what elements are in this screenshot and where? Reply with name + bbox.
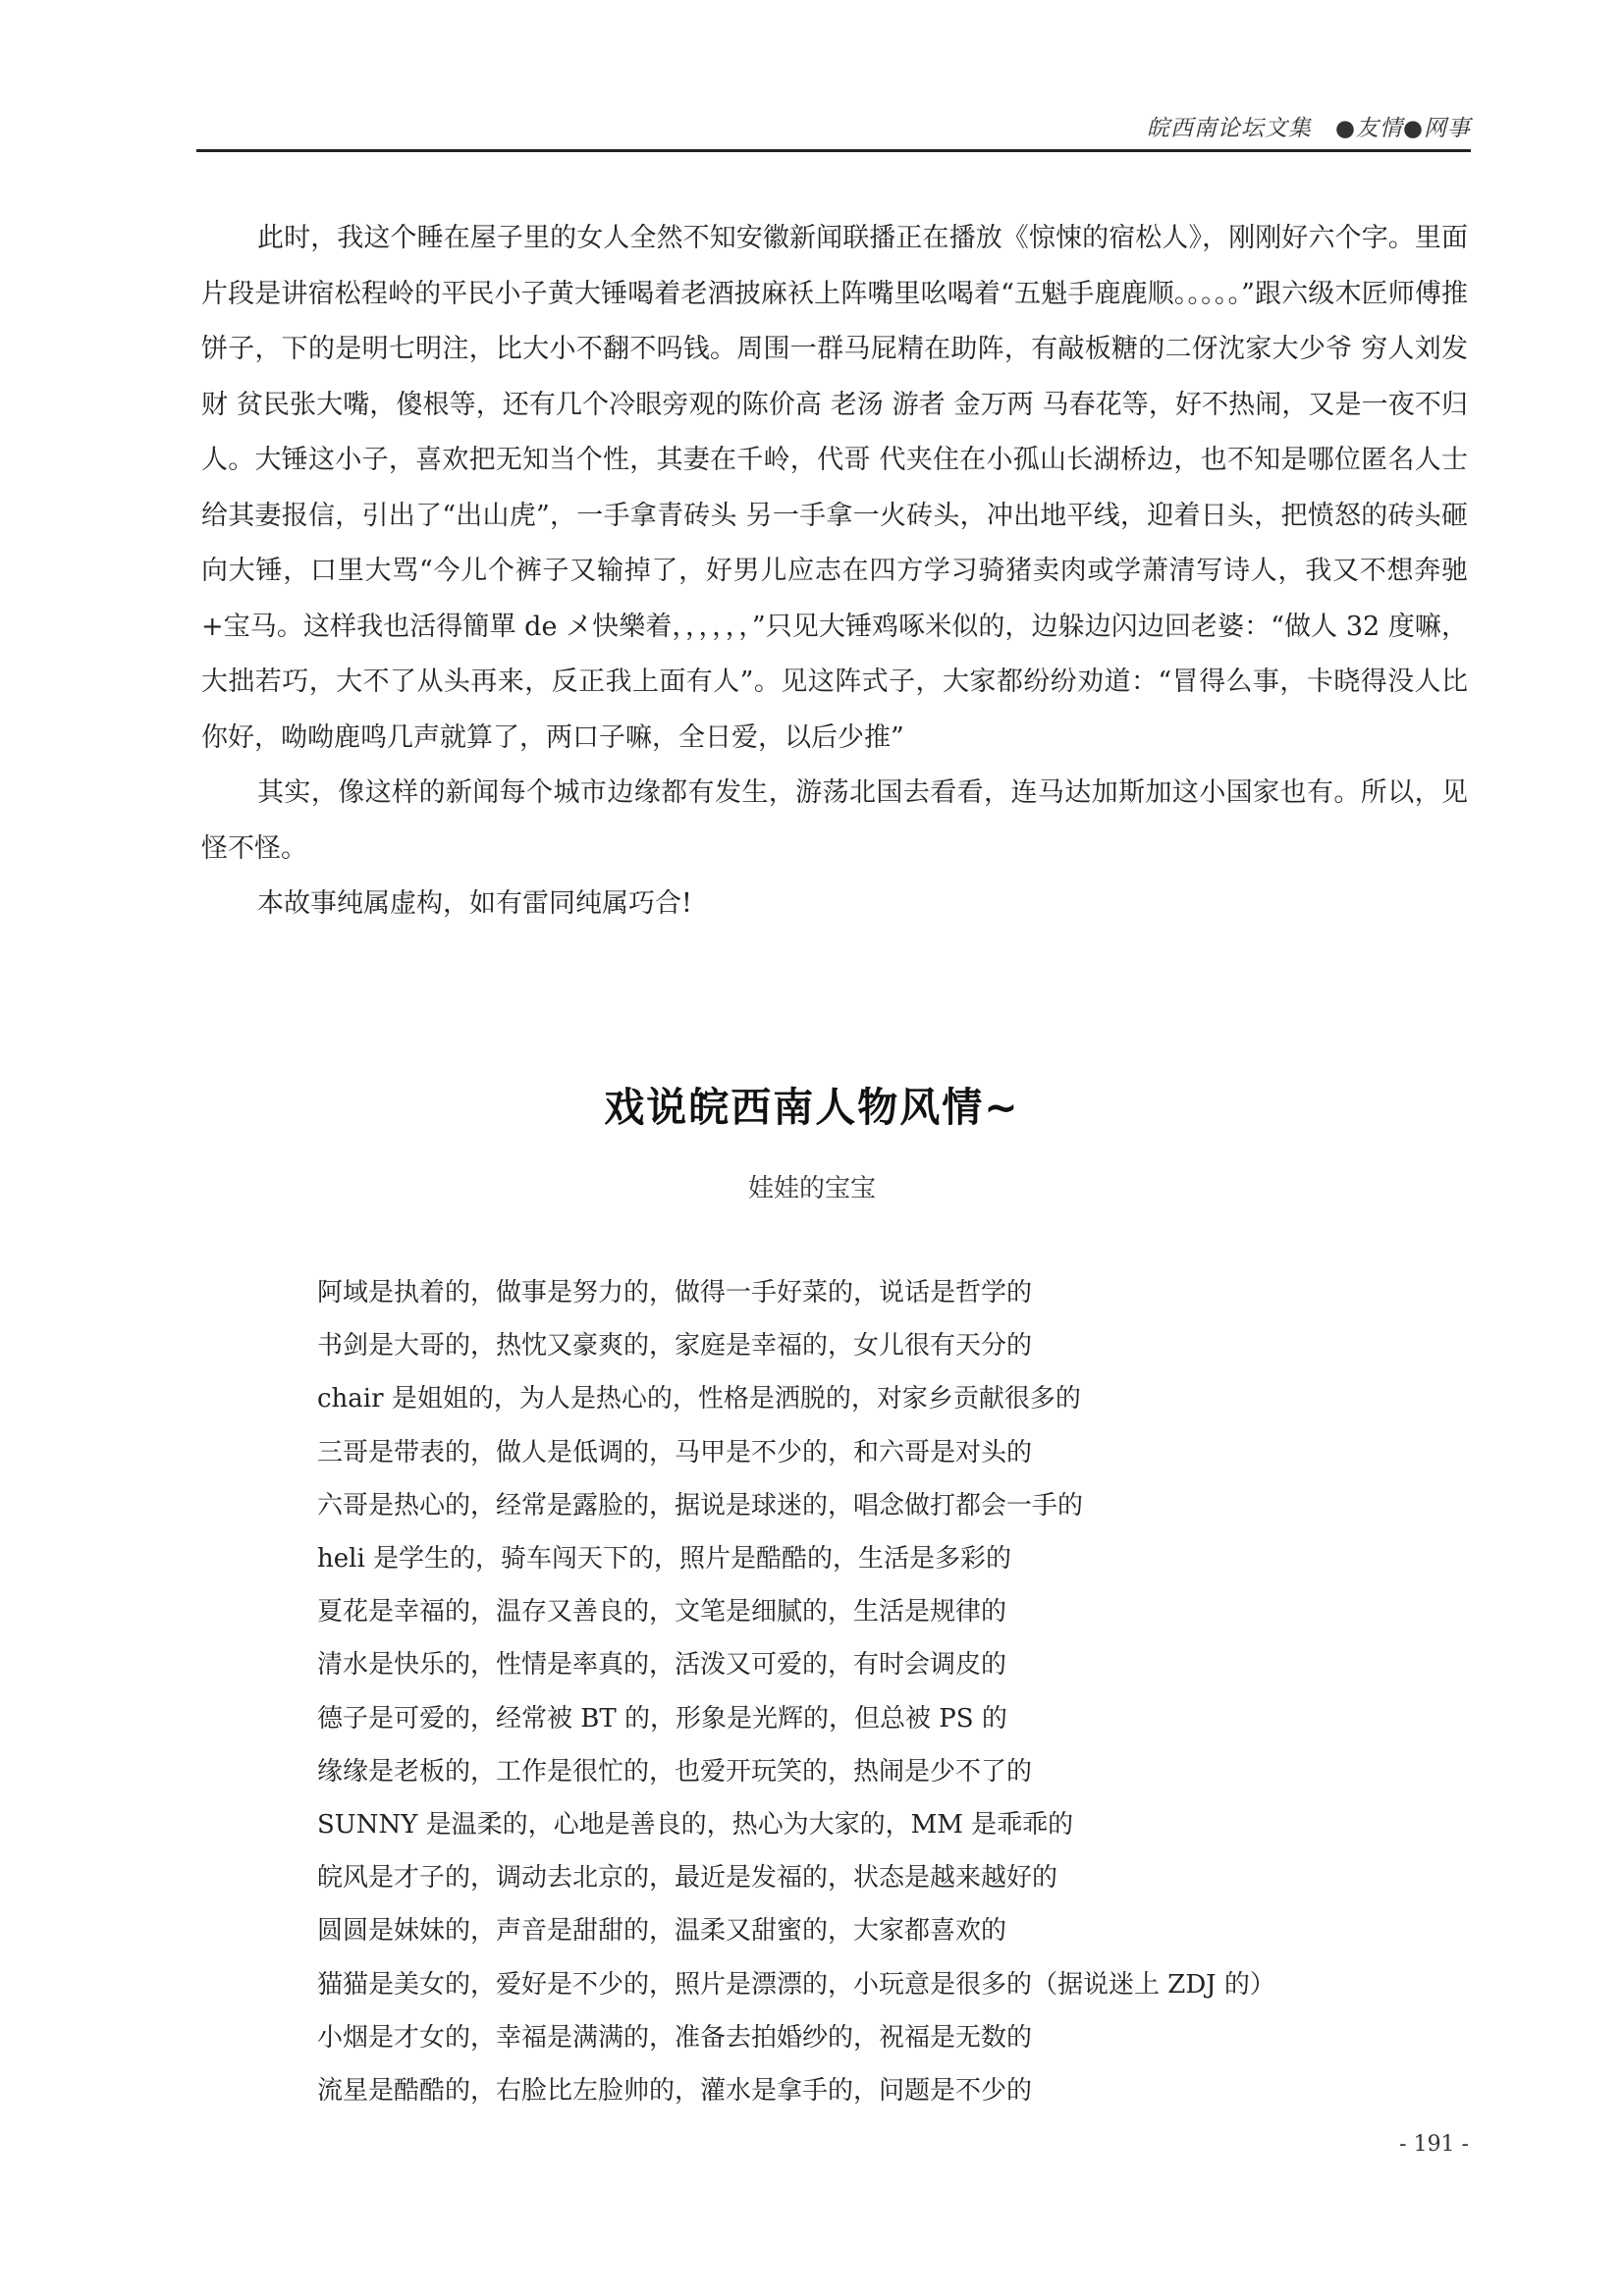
poem-lines bbox=[317, 1266, 1446, 2117]
page-number: - 191 - bbox=[1399, 2132, 1469, 2157]
poem-line: 夏花是幸福的，温存又善良的，文笔是细腻的，生活是规律的 bbox=[317, 1597, 1007, 1628]
poem-line: 圆圆是妹妹的，声音是甜甜的，温柔又甜蜜的，大家都喜欢的 bbox=[317, 1916, 1007, 1947]
story-paragraph: 其实，像这样的新闻每个城市边缘都有发生，游荡北国去看看，连马达加斯加这小国家也有。所以，见怪不怪。 bbox=[201, 777, 1468, 864]
article-author: 娃娃的宝宝 bbox=[747, 1174, 876, 1203]
story-paragraph: 本故事纯属虚构，如有雷同纯属巧合! bbox=[257, 888, 692, 919]
header-text: 皖西南论坛文集 ●友情●网事 bbox=[1146, 116, 1471, 141]
poem-line: 猫猫是美女的，爱好是不少的，照片是漂漂的，小玩意是很多的（据说迷上 ZDJ 的） bbox=[317, 1969, 1275, 2000]
poem-line: 清水是快乐的，性情是率真的，活泼又可爱的，有时会调皮的 bbox=[317, 1650, 1007, 1681]
poem-line: 皖风是才子的，调动去北京的，最近是发福的，状态是越来越好的 bbox=[317, 1863, 1058, 1894]
story-paragraph: 此时，我这个睡在屋子里的女人全然不知安徽新闻联播正在播放《惊悚的宿松人》，刚刚好六个字。里面片段是讲宿松程岭的平民小子黄大锤喝着老酒披麻袄上阵嘴里吆喝着“五魁手鹿鹿顺。。。。。”跟六级木匠师傅推饼子，下的是明七明注，比大小不翻不吗钱。周围一群马屁精在助阵，有敲板糖的二伢沈家大少爷 穷人刘发财 贫民张大嘴，傻根等，还有几个冷眼旁观的陈价高 老汤 游者 金万两 马春花等，好不热闹，又是一夜不归人。大锤这小子，喜欢把无知当个性，其妻在千岭，代哥 代夹住在小孤山长湖桥边，也不知是哪位匿名人士给其妻报信，引出了“出山虎”，一手拿青砖头 另一手拿一火砖头，冲出地平线，迎着日头，把愤怒的砖头砸向大锤，口里大骂“今儿个裤子又输掉了，好男儿应志在四方学习骑猪卖肉或学萧清写诗人，我又不想奔驰+宝马。这样我也活得簡單 de メ快樂着，，，，，，”只见大锤鸡啄米似的，边躲边闪边回老婆：“做人 32 度嘛，大拙若巧，大不了从头再来，反正我上面有人”。见这阵式子，大家都纷纷劝道：“冒得么事，卡晓得没人比你好，呦呦鹿鸣几声就算了，两口子嘛，全日爱，以后少推” bbox=[201, 223, 1468, 753]
article-title: 戏说皖西南人物风情~ bbox=[604, 1084, 1020, 1131]
poem-line: 缘缘是老板的，工作是很忙的，也爱开玩笑的，热闹是少不了的 bbox=[317, 1756, 1033, 1787]
poem-line: heli 是学生的，骑车闯天下的，照片是酷酷的，生活是多彩的 bbox=[317, 1544, 1012, 1575]
poem-line: 德子是可爱的，经常被 BT 的，形象是光辉的，但总被 PS 的 bbox=[317, 1703, 1007, 1734]
poem-line: 流星是酷酷的，右脸比左脸帅的，灌水是拿手的，问题是不少的 bbox=[317, 2076, 1033, 2107]
poem-line: 三哥是带表的，做人是低调的，马甲是不少的，和六哥是对头的 bbox=[317, 1437, 1033, 1468]
poem-line: 书剑是大哥的，热忱又豪爽的，家庭是幸福的，女儿很有天分的 bbox=[317, 1331, 1033, 1362]
poem-line: chair 是姐姐的，为人是热心的，性格是洒脱的，对家乡贡献很多的 bbox=[317, 1384, 1081, 1415]
running-header bbox=[196, 110, 1471, 149]
poem-line: SUNNY 是温柔的，心地是善良的，热心为大家的，MM 是乖乖的 bbox=[317, 1810, 1074, 1841]
poem-line: 小烟是才女的，幸福是满满的，准备去拍婚纱的，祝福是无数的 bbox=[317, 2022, 1033, 2053]
poem-line: 六哥是热心的，经常是露脸的，据说是球迷的，唱念做打都会一手的 bbox=[317, 1490, 1084, 1521]
poem-line: 阿域是执着的，做事是努力的，做得一手好菜的，说话是哲学的 bbox=[317, 1278, 1033, 1308]
header-rule bbox=[196, 149, 1471, 152]
story-body bbox=[201, 211, 1468, 933]
